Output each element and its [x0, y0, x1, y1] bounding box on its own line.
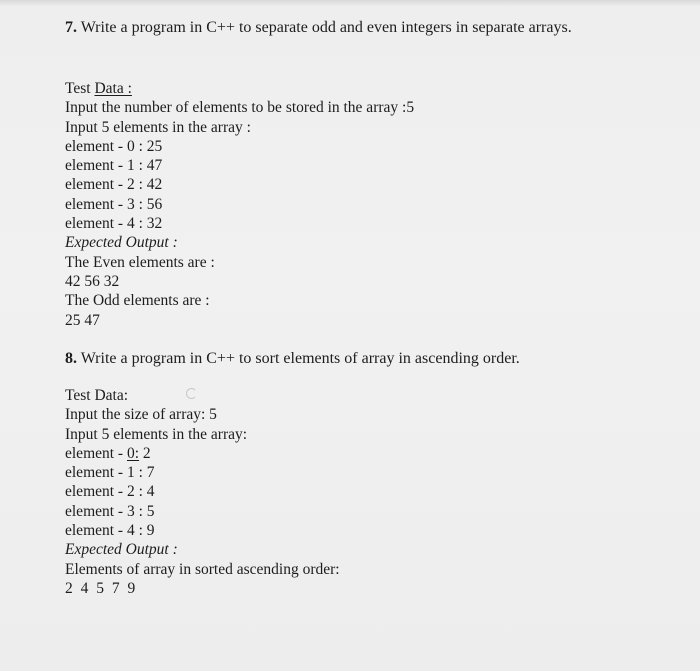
- element-line: [65, 444, 340, 463]
- element-line: element - 1 : 7: [65, 464, 155, 482]
- input-line: Input the size of array: 5: [65, 406, 217, 424]
- input-line: Input 5 elements in the array:: [65, 425, 248, 443]
- output-line: Elements of array in sorted ascending order:: [65, 560, 340, 578]
- output-line: 42 56 32: [65, 272, 120, 290]
- element-line: element - 3 : 5: [65, 502, 155, 520]
- output-line: The Odd elements are :: [65, 292, 210, 310]
- question-7-text: Write a program in C++ to separate odd and even integers in separate arrays.: [80, 19, 572, 36]
- element-line: element - 1 : 47: [65, 157, 163, 175]
- test-data-label: Test: [65, 80, 91, 97]
- question-8-test-data: [65, 386, 340, 598]
- element-line: element - 0 : 25: [65, 137, 163, 155]
- question-7-title: [65, 19, 572, 37]
- output-line: 2 4 5 7 9: [65, 579, 138, 597]
- question-8-text: Write a program in C++ to sort elements of array in ascending order.: [80, 350, 520, 367]
- question-8-number: 8.: [65, 350, 77, 367]
- question-7-test-data: [65, 79, 414, 330]
- page-top-edge: [0, 0, 700, 6]
- element-line: element - 2 : 42: [65, 176, 163, 194]
- element-line: element - 4 : 9: [65, 522, 155, 540]
- test-data-heading: [65, 79, 414, 98]
- input-line: Input 5 elements in the array :: [65, 118, 251, 136]
- element-line: element - 2 : 4: [65, 483, 155, 501]
- question-8-title: [65, 350, 520, 368]
- element-line: element - 3 : 56: [65, 195, 163, 213]
- input-line: Input the number of elements to be stored in the array :5: [65, 99, 415, 117]
- element-value: 2: [139, 444, 151, 462]
- test-data-heading: Test Data:: [65, 387, 129, 404]
- element-prefix: element -: [65, 444, 127, 462]
- element-index-link[interactable]: 0:: [126, 444, 140, 462]
- test-data-link[interactable]: Data :: [94, 80, 132, 97]
- expected-output-label: Expected Output :: [65, 234, 178, 252]
- expected-output-label: Expected Output :: [65, 541, 178, 559]
- question-7-number: 7.: [65, 19, 77, 36]
- output-line: The Even elements are :: [65, 253, 215, 271]
- output-line: 25 47: [65, 311, 100, 329]
- element-line: element - 4 : 32: [65, 215, 163, 233]
